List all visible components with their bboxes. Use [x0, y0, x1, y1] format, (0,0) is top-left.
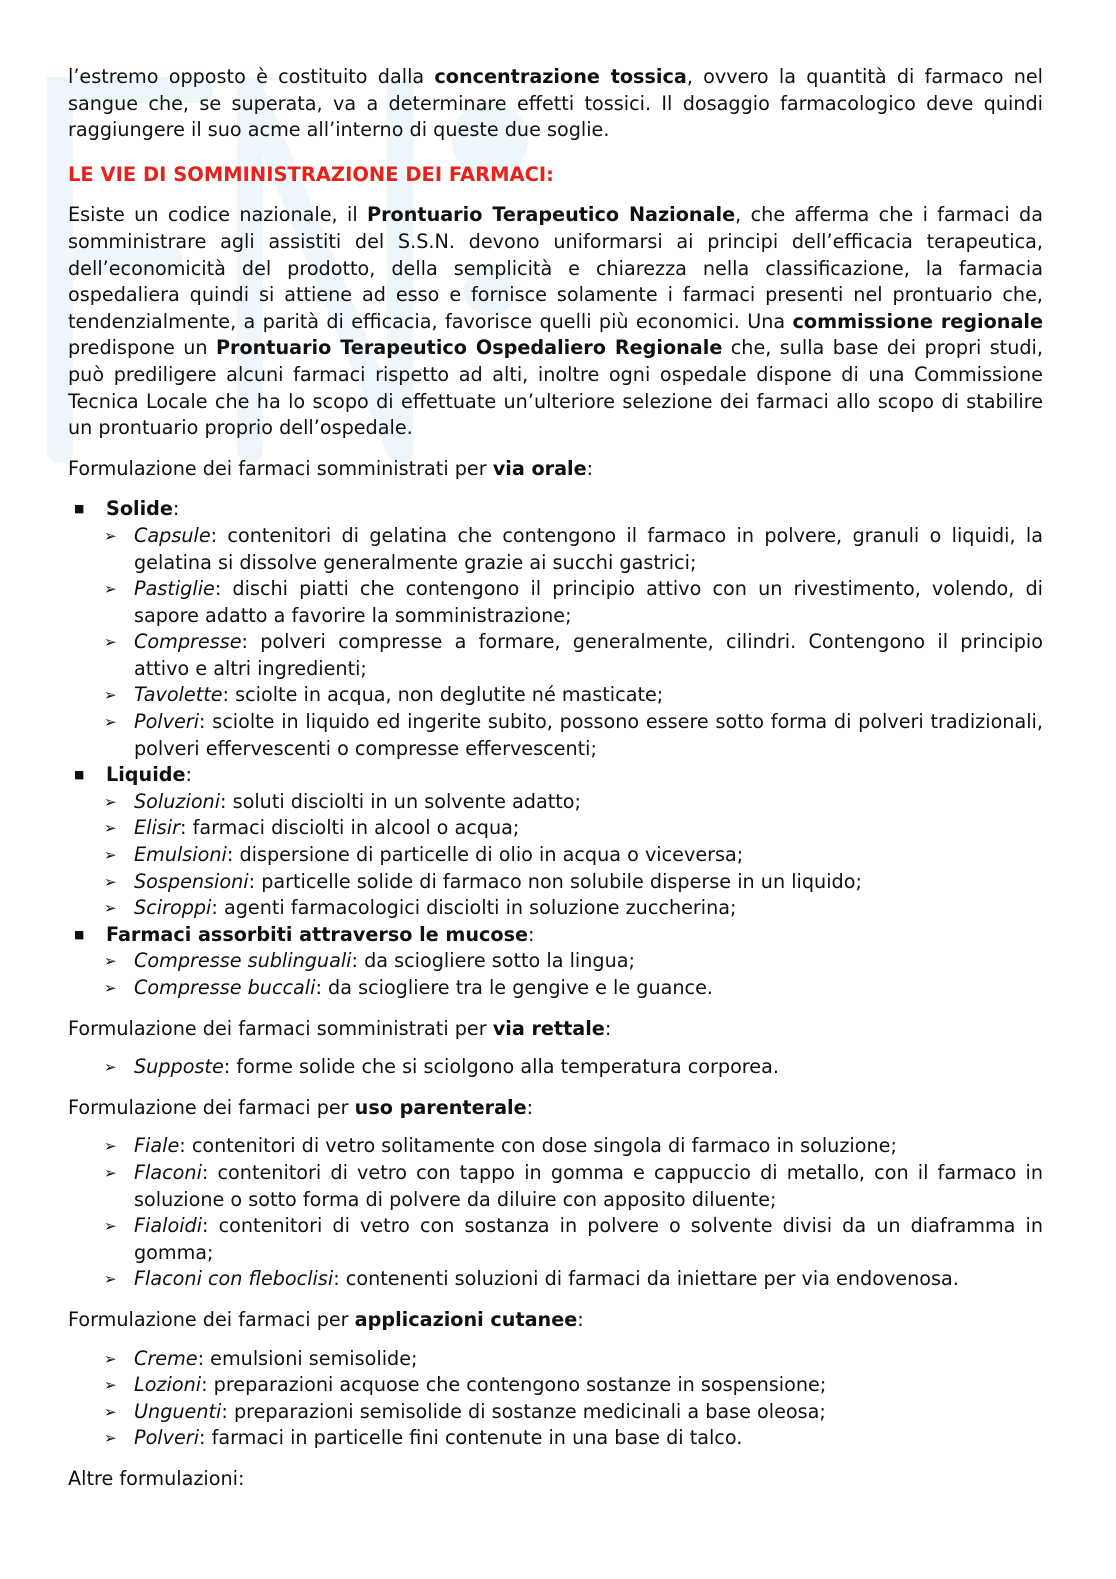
parenterale-list — [68, 1133, 1043, 1293]
list-item: ➢ Compresse buccali: da sciogliere tra le gengive e le guance. — [68, 975, 1043, 1002]
square-bullet-icon: ■ — [74, 502, 85, 516]
list-item: ➢ Elisir: farmaci disciolti in alcool o acqua; — [68, 815, 1043, 842]
list-item: ➢ Creme: emulsioni semisolide; — [68, 1346, 1043, 1373]
list-item: ➢ Emulsioni: dispersione di particelle di olio in acqua o viceversa; — [68, 842, 1043, 869]
arrow-bullet-icon: ➢ — [104, 899, 117, 918]
parenterale-intro: Formulazione dei farmaci per uso parenterale: — [68, 1095, 534, 1119]
list-item: ➢ Supposte: forme solide che si sciolgono alla temperatura corporea. — [68, 1054, 1043, 1081]
square-bullet-icon: ■ — [74, 768, 85, 782]
orale-intro: Formulazione dei farmaci somministrati per via orale: — [68, 456, 594, 480]
arrow-bullet-icon: ➢ — [104, 1429, 117, 1448]
square-bullet-icon: ■ — [74, 927, 85, 941]
arrow-bullet-icon: ➢ — [104, 1137, 117, 1156]
group-mucose: ■ Farmaci assorbiti attraverso le mucose: — [68, 922, 1043, 949]
group-liquide: ■ Liquide: — [68, 762, 1043, 789]
list-item: ➢ Soluzioni: soluti disciolti in un solvente adatto; — [68, 789, 1043, 816]
arrow-bullet-icon: ➢ — [104, 686, 117, 705]
arrow-bullet-icon: ➢ — [104, 792, 117, 811]
arrow-bullet-icon: ➢ — [104, 1217, 117, 1236]
arrow-bullet-icon: ➢ — [104, 713, 117, 732]
orale-list — [68, 496, 1043, 1001]
arrow-bullet-icon: ➢ — [104, 872, 117, 891]
altre-formulazioni: Altre formulazioni: — [68, 1466, 245, 1490]
arrow-bullet-icon: ➢ — [104, 819, 117, 838]
section-heading: LE VIE DI SOMMINISTRAZIONE DEI FARMACI: — [68, 162, 554, 186]
arrow-bullet-icon: ➢ — [104, 1402, 117, 1421]
arrow-bullet-icon: ➢ — [104, 1349, 117, 1368]
intro-paragraph: l’estremo opposto è costituito dalla concentrazione tossica, ovvero la quantità di farmaco nel sangue che, se superata, va a determinare effetti tossici. Il dosaggio farmacologico deve quindi raggiungere il suo acme all’interno di queste due soglie. — [68, 65, 1043, 142]
list-item: ➢ Sciroppi: agenti farmacologici disciolti in soluzione zuccherina; — [68, 895, 1043, 922]
list-item: ➢ Flaconi: contenitori di vetro con tappo in gomma e cappuccio di metallo, con il farmaco in soluzione o sotto forma di polvere da diluire con apposito diluente; — [104, 1160, 1043, 1211]
list-item: ➢ Sospensioni: particelle solide di farmaco non solubile disperse in un liquido; — [68, 869, 1043, 896]
list-item: ➢ Polveri: sciolte in liquido ed ingerite subito, possono essere sotto forma di polveri tradizionali, polveri effervescenti o compresse effervescenti; — [104, 710, 1043, 760]
arrow-bullet-icon: ➢ — [104, 1163, 117, 1182]
cutanee-intro: Formulazione dei farmaci per applicazioni cutanee: — [68, 1307, 584, 1331]
arrow-bullet-icon: ➢ — [104, 1058, 117, 1077]
document-page — [68, 64, 1043, 1493]
list-item: ➢ Unguenti: preparazioni semisolide di sostanze medicinali a base oleosa; — [68, 1399, 1043, 1426]
list-item: ➢ Capsule: contenitori di gelatina che contengono il farmaco in polvere, granuli o liquidi, la gelatina si dissolve generalmente grazie ai succhi gastrici; — [104, 523, 1043, 574]
arrow-bullet-icon: ➢ — [104, 979, 117, 997]
arrow-bullet-icon: ➢ — [104, 952, 117, 971]
list-item: ➢ Fialoidi: contenitori di vetro con sostanza in polvere o solvente divisi da un diaframma in gomma; — [104, 1214, 1043, 1264]
list-item: ➢ Compresse: polveri compresse a formare, generalmente, cilindri. Contengono il principio attivo e altri ingredienti; — [104, 630, 1043, 680]
cutanee-list — [68, 1346, 1043, 1452]
list-item: ➢ Polveri: farmaci in particelle fini contenute in una base di talco. — [68, 1425, 1043, 1452]
list-item: ➢ Compresse sublinguali: da sciogliere sotto la lingua; — [68, 948, 1043, 975]
list-item: ➢ Flaconi con fleboclisi: contenenti soluzioni di farmaci da iniettare per via endovenosa. — [68, 1266, 1043, 1293]
prontuario-paragraph: Esiste un codice nazionale, il Prontuario Terapeutico Nazionale, che afferma che i farmaci da somministrare agli assistiti del S.S.N. devono uniformarsi ai principi dell’efficacia terapeutica, dell’economicità del prodotto, della semplicità e chiarezza nella classificazione, la farmacia ospedaliera quindi si attiene ad esso e fornisce solamente i farmaci presenti nel prontuario che, tendenzialmente, a parità di efficacia, favorisce quelli più economici. Una commissione regionale predispone un Prontuario Terapeutico Ospedaliero Regionale che, sulla base dei propri studi, può prediligere alcuni farmaci rispetto ad alti, inoltre ogni ospedale dispone di una Commissione Tecnica Locale che ha lo scopo di effettuate un’ulteriore selezione dei farmaci allo scopo di stabilire un prontuario proprio dell’ospedale. — [68, 203, 1043, 440]
arrow-bullet-icon: ➢ — [104, 1270, 117, 1289]
arrow-bullet-icon: ➢ — [104, 846, 117, 865]
list-item: ➢ Fiale: contenitori di vetro solitamente con dose singola di farmaco in soluzione; — [68, 1133, 1043, 1160]
list-item: ➢ Tavolette: sciolte in acqua, non deglutite né masticate; — [68, 682, 1043, 709]
arrow-bullet-icon: ➢ — [104, 1376, 117, 1395]
arrow-bullet-icon: ➢ — [104, 580, 117, 599]
list-item: ➢ Lozioni: preparazioni acquose che contengono sostanze in sospensione; — [68, 1372, 1043, 1399]
list-item: ➢ Pastiglie: dischi piatti che contengono il principio attivo con un rivestimento, volendo, di sapore adatto a favorire la somministrazione; — [104, 577, 1043, 627]
group-solide: ■ Solide: — [68, 496, 1043, 523]
arrow-bullet-icon: ➢ — [104, 633, 117, 652]
rettale-intro: Formulazione dei farmaci somministrati per via rettale: — [68, 1016, 612, 1040]
arrow-bullet-icon: ➢ — [104, 526, 117, 545]
